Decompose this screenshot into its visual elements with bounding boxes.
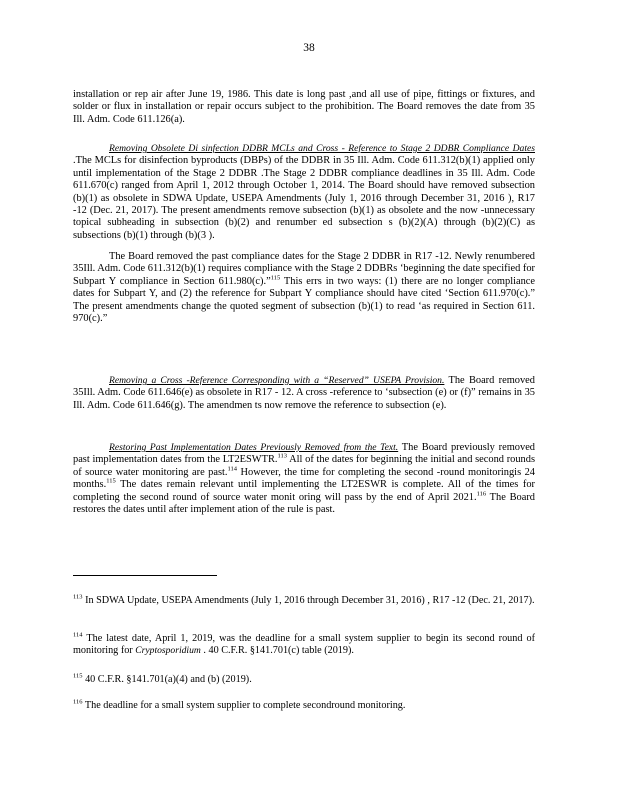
footnote-number: 113 [73, 593, 83, 601]
footnote-number: 114 [73, 631, 83, 639]
footnote-text: The deadline for a small system supplier to complete secondround monitoring. [82, 700, 406, 711]
footnote-ref: 116 [476, 490, 487, 498]
footnote-ref: 114 [227, 465, 238, 473]
footnote-116 [73, 700, 535, 712]
section-heading: Removing Obsolete Di sinfection DDBR MCLs and Cross - Reference to Stage 2 DDBR Compliance Dates [109, 143, 535, 154]
paragraph-installation-date [73, 89, 535, 126]
footnote-text: 40 C.F.R. §141.701(a)(4) and (b) (2019). [82, 674, 252, 685]
page-number: 38 [303, 42, 315, 54]
footnote-113 [73, 595, 535, 607]
paragraph-text: All of the dates for beginning the initial and second rounds of source water monitoring are past. [73, 454, 535, 478]
paragraph-text: The Board previously removed past implementation dates from the LT2ESWTR. [73, 442, 535, 466]
footnote-text: The latest date, April 1, 2019, was the deadline for a small system supplier to begin its second round of monitoring for [73, 633, 535, 657]
footnote-114 [73, 633, 535, 658]
paragraph-stage2-compliance-dates [73, 251, 535, 325]
section-heading: Restoring Past Implementation Dates Previously Removed from the Text. [109, 442, 399, 453]
footnote-text: . 40 C.F.R. §141.701(c) table (2019). [200, 645, 354, 657]
footnote-number: 116 [73, 698, 83, 706]
paragraph-restoring-dates [73, 442, 535, 516]
paragraph-text: The Board removed the past compliance dates for the Stage 2 DDBR in R17 -12. Newly renumbered 35Ill. Adm. Code 611.312(b)(1) requires compliance with the Stage 2 DDBRs ‘beginning the date specified for Subpart Y compliance in Section 611.980(c).” [73, 251, 535, 287]
paragraph-removing-obsolete-mcls [73, 143, 535, 242]
footnote-ref: 113 [277, 452, 288, 460]
paragraph-text: installation or rep air after June 19, 1986. This date is long past ,and all use of pipe, fittings or fixtures, and solder or flux in installation or repair occurs subject to the prohibition. The Board removes the date from 35 Ill. Adm. Code 611.126(a). [73, 89, 535, 125]
footnote-text: In SDWA Update, USEPA Amendments (July 1, 2016 through December 31, 2016) , R17 -12 (Dec. 21, 2017). [82, 595, 535, 606]
footnote-ref: 115 [106, 477, 116, 485]
footnote-italic-term: Cryptosporidium [135, 645, 201, 657]
section-heading: Removing a Cross -Reference Corresponding with a “Reserved” USEPA Provision. [109, 375, 445, 386]
footnote-number: 115 [73, 672, 83, 680]
paragraph-text: The Board removed 35Ill. Adm. Code 611.646(e) as obsolete in R17 - 12. A cross -reference to ‘subsection (e) or (f)” remains in 35 Ill. Adm. Code 611.646(g). The amendmen ts now remove the reference to subsection (e). [73, 375, 535, 411]
paragraph-text: The Board restores the dates until after implement ation of the rule is past. [73, 491, 535, 516]
paragraph-text: The dates remain relevant until implementing the LT2ESWR is complete. All of the times for completing the second round of source water monit oring will pass by the end of April 2021. [73, 479, 535, 503]
paragraph-removing-cross-reference [73, 375, 535, 412]
footnote-115 [73, 674, 535, 686]
paragraph-text: However, the time for completing the second -round monitoringis 24 months. [73, 466, 535, 491]
paragraph-text: This errs in two ways: (1) there are no longer compliance dates for Subpart Y, and (2) the reference for Subpart Y compliance should have cited ‘Section 611.970(c).” The present amendments change the quoted segment of subsection (b)(1) to read ‘as required in Section 611. 970(c).” [73, 275, 535, 325]
footnote-separator [73, 575, 217, 576]
footnote-ref: 115 [270, 274, 281, 282]
paragraph-text: .The MCLs for disinfection byproducts (DBPs) of the DDBR in 35 Ill. Adm. Code 611.312(b)(1) applied only until implementation of the Stage 2 DDBR .The Stage 2 DDBR compliance deadlines in 35 Ill. Adm. Code 611.670(c) ranged from April 1, 2012 through October 1, 2014. The Board should have removed subsection (b)(1) as obsolete in SDWA Update, USEPA Amendments (July 1, 2016 through December 31, 2016 ), R17 -12 (Dec. 21, 2017). The present amendments remove subsection (b)(1) as obsolete and the now -unnecessary topical subheading in subsection (b)(2) and renumber ed subsection s (b)(2)(A) through (b)(2)(C) as subsections (b)(1) through (b)(3 ). [73, 155, 535, 241]
